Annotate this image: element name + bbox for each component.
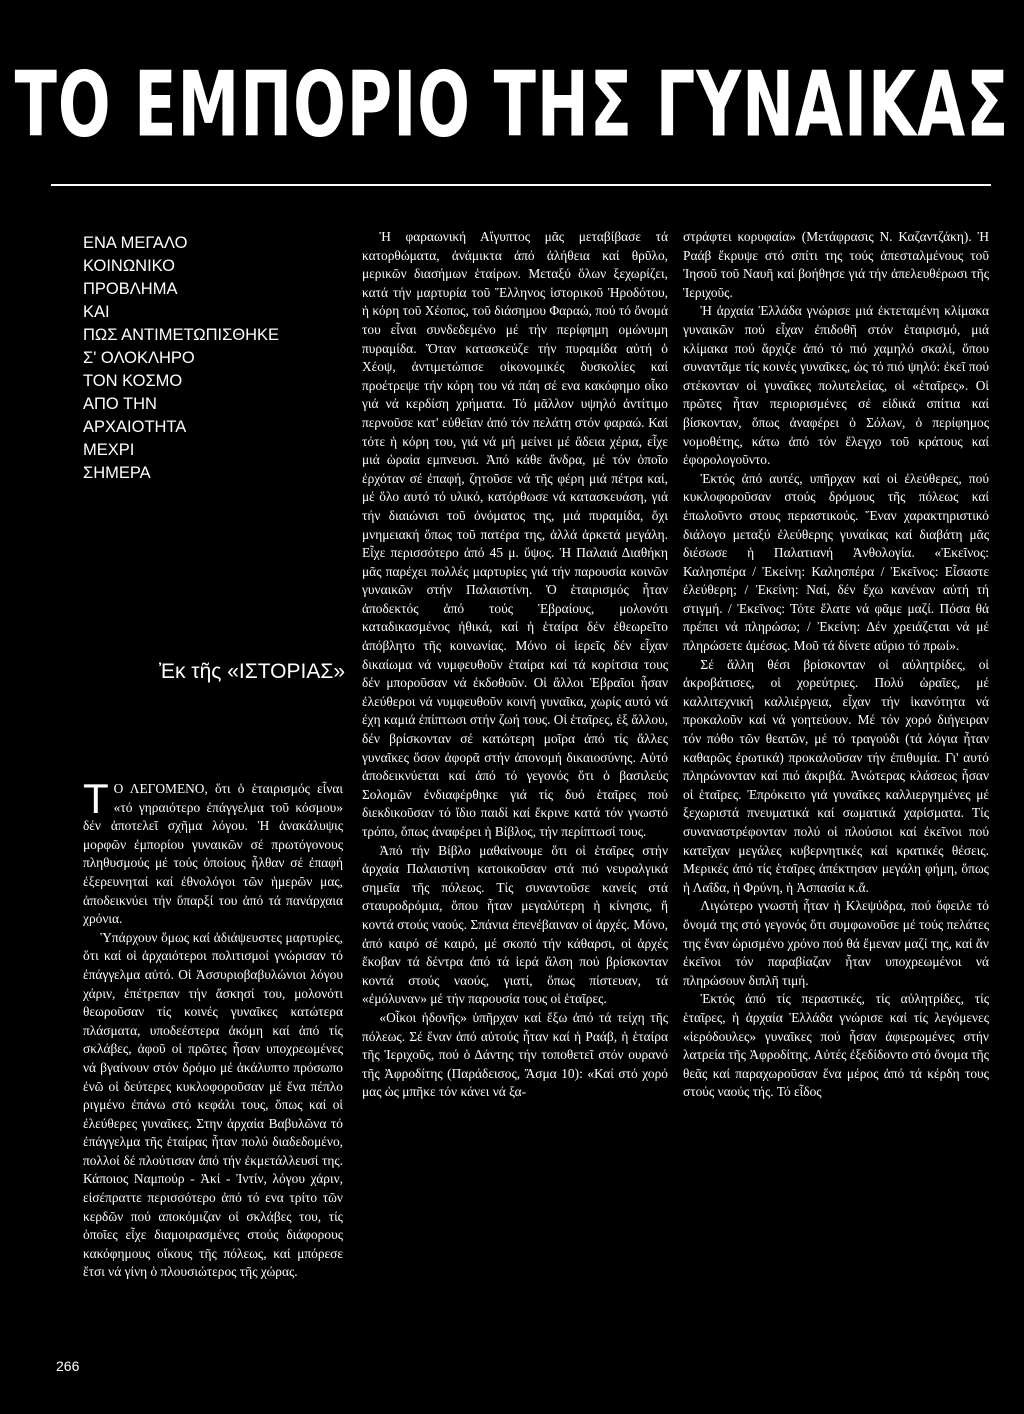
kicker-line: ΚΑΙ: [83, 303, 110, 321]
kicker-line: ΑΠΟ ΤΗΝ: [83, 395, 157, 413]
kicker-line: ΤΟΝ ΚΟΣΜΟ: [83, 372, 183, 390]
article-paragraph: Ἐκτός ἀπό τίς περαστικές, τίς αὐλητρίδες, τίς ἑταῖρες, ἡ ἀρχαία Ἑλλάδα γνώρισε καί τίς λεγόμενες «ἱερόδουλες» γυναῖκες πού ἦσαν ἀφιερωμένες στήν λατρεία τῆς Ἀφροδίτης. Αὐτές ἐξεδίδοντο στό ὄνομα τῆς θεᾶς καί παραχωροῦσαν ἕνα μέρος ἀπό τά κέρδη τους στούς ναούς τής. Τό εἶδος: [683, 991, 989, 1100]
article-paragraph: Λιγώτερο γνωστή ἦταν ἡ Κλεψύδρα, πού ὄφειλε τό ὄνομά της στό γεγονός ὅτι συμφωνοῦσε μέ τούς πελάτες της ἕναν ὡρισμένο χρόνο πού θά ἔμεναν μαζί της, καί ἄν ἐκεῖνοι τόν παραβίαζαν ἦταν υποχρεωμένοι νά πληρώσουν διπλῆ τιμή.: [683, 898, 989, 988]
article-paragraph: Ἡ φαραωνική Αἴγυπτος μᾶς μεταβίβασε τά κατορθώματα, ἀνάμικτα ἀπό ἀλήθεια καί θρῦλο, μερικῶν διασήμων ἑταίρων. Μεταξύ ὅλων ξεχωρίζει, κατά τήν μαρτυρία τοῦ Ἕλληνος ἱστορικοῦ Ἡροδότου, ἡ κόρη τοῦ Χέοπος, τοῦ διάσημου Φαραώ, πού τό ὄνομά του εἶναι συνδεδεμένο μέ τήν περίφημη ομώνυμη πυραμίδα. Ὅταν κατασκεύζε τήν πυραμίδα αὐτή ὁ Χέοψ, ἀντιμετώπισε οἰκονομικές δυσκολίες καί προέτρεψε τήν κόρη του νά πάη σέ ενα κακόφημο οἶκο γιά νά κερδίση χρήματα. Τό μᾶλλον υψηλό ἀντίτιμο περνοῦσε κατ' εὐθεῖαν ἀπό τόν πελάτη στόν φαραώ. Καί τότε ἡ κόρη του, γιά νά μή μείνει μέ ἄδεια χέρια, εἶχε μιά ὡραία εμπνευσι. Ἀπό κάθε ἄνδρα, μέ τόν ὁποῖο ἐρχόταν σέ ἐπαφή, ζητοῦσε νά τῆς φέρη μιά πέτρα καί, μέ ὅλο αυτό τό υλικό, κατόρθωσε νά κατασκευάση, γιά τήν διαιώνισι τοῦ ὀνόματος της, μιά πυραμίδα, ὄχι μνημειακή ὅπως τοῦ πατέρα της, ἀλλά ἀρκετά μεγάλη. Εἶχε περισσότερο ἀπό 45 μ. ὕψος. Ἡ Παλαιά Διαθήκη μᾶς παρέχει πολλές μαρτυρίες γιά τήν παρουσία κοινῶν γυναικῶν στήν Παλαιστίνη. Ὁ ἑταιρισμός ἦταν ἀποδεκτός ἀπό τούς Ἑβραίους, μολονότι καταδικασμένος ἠθικά, καί ἡ ἑταίρα δέν ἐθεωρεῖτο ἀπόβλητο τῆς κοινωνίας. Μόνο οἱ ἱερεῖς δέν εἶχαν δικαίωμα νά νυμφευθοῦν ἑταίρα καί τά κορίτσια τους δέν μποροῦσαν νά ἐκδοθοῦν. Οἱ ἄλλοι Ἑβραῖοι ἦσαν ἐλεύθεροι νά νυμφευθοῦν κοινή γυναῖκα, χωρίς αυτό νά έχη καμιά ἐπίπτωσι στήν ζωή τους. Οἱ ἑταῖρες, ἐξ ἄλλου, δέν βρίσκονταν σέ κατώτερη μοῖρα ἀπό τίς ἄλλες γυναῖκες ὅσον ἀφορᾶ στήν ἀπονομή δικαιοσύνης. Αὐτό ἀποδεικνύεται καί ἀπό τό γεγονός ὅτι ὁ βασιλεύς Σολομῶν ἐνδιαφέρθηκε γιά τίς δυό ἑταῖρες πού διεκδικοῦσαν τό ἴδιο παιδί καί ἔκρινε κατά τόν γνωστό τρόπο, ὅπως ἀναφέρει ἡ Βίβλος, τήν περίπτωσί τους.: [362, 229, 668, 839]
article-paragraph: «Οἶκοι ἡδονῆς» ὑπῆρχαν καί ἔξω ἀπό τά τείχη τῆς πόλεως. Σέ ἕναν ἀπό αὐτούς ἦταν καί ἡ Ραάβ, ἡ ἑταίρα τῆς Ἱεριχοῦς, πού ὁ Δάντης τήν τοποθετεῖ στόν ουρανό τῆς Ἀφροδίτης (Παράδεισος, Ἄσμα 10): «Καί στό χορό μας ὡς μπῆκε τόν κάνει νά ξα-: [362, 1009, 668, 1100]
article-column-2: [362, 228, 668, 1350]
article-paragraph: Ἀπό τήν Βίβλο μαθαίνουμε ὅτι οἱ ἑταῖρες στήν ἀρχαία Παλαιστίνη κατοικοῦσαν στά πιό νευραλγικά σημεῖα τῆς πόλεως. Τίς συναντοῦσε κανείς στά σταυροδρόμια, ὅπου ἦταν μεγαλύτερη ἡ κίνησις, ἤ κοντά στούς ναούς. Σπάνια ἐπενέβαιναν οἱ ἀρχές. Μόνο, ἀπό καιρό σέ καιρό, μέ σκοπό τήν κάθαρσι, οἱ ἀρχές ἔκοβαν τά δέντρα ἀπό τά ἱερά ἄλση πού βρίσκονταν κοντά στούς ναούς, γιατί, ὅπως πίστευαν, τά «ἐμόλυναν» μέ τήν παρουσία τους οἱ ἑταῖρες.: [362, 842, 668, 1007]
article-paragraph: [83, 775, 343, 929]
kicker: [83, 232, 283, 485]
kicker-line: ΠΩΣ ΑΝΤΙΜΕΤΩΠΙΣΘΗΚΕ: [83, 326, 280, 344]
kicker-line: ΕΝΑ ΜΕΓΑΛΟ: [83, 234, 188, 252]
article-paragraph: Ὑπάρχουν ὅμως καί ἀδιάψευστες μαρτυρίες, ὅτι καί οἱ ἀρχαιότεροι πολιτισμοί γνώρισαν τό ἐπάγγελμα αὐτό. Οἱ Ἀσσυριοβαβυλώνιοι λόγου χάριν, ἐπέτρεπαν τήν ἄσκησί του, μολονότι θεωροῦσαν τίς κοινές γυναῖκες κατώτερα πλάσματα, υποδεέστερα ἀκόμη καί ἀπό τίς σκλάβες, ἀφοῦ οἱ πρῶτες ἦσαν υποχρεωμένες νά βγαίνουν στόν δρόμο μέ ἀκάλυπτο πρόσωπο ἐνῶ οἱ δεύτερες κυκλοφοροῦσαν μέ ἕνα πέπλο ριγμένο ἐπάνω στό κεφάλι τους, ὅπως καί οἱ ἐλεύθερες γυναῖκες. Στην ἀρχαία Βαβυλῶνα τό ἐπάγγελμα τῆς ἑταίρας ἦταν πολύ διαδεδομένο, πολλοί δέ πλούτισαν ἀπό τήν ἐκμετάλλευσί της. Κάποιος Ναμπούρ - Ἀκί - Ἰντίν, λόγου χάριν, εἰσέπραττε περισσότερο ἀπό τό ενα τρίτο τῶν κερδῶν πού αποκόμιζαν οἱ σκλάβες του, τίς ὁποῖες εἶχε διαμοιρασμένες στούς διάφορους κακόφημους οἴκους τῆς πόλεως, καί μπόρεσε ἔτσι νά γίνη ὁ πλουσιώτερος τῆς χώρας.: [83, 929, 343, 1280]
drop-cap: Τ: [83, 775, 109, 822]
article-paragraph: Ἡ ἀρχαία Ἑλλάδα γνώρισε μιά ἐκτεταμένη κλίμακα γυναικῶν πού εἶχαν ἐπιδοθῆ στόν ἑταιρισμό, μιά κλίμακα πού ἄρχιζε ἀπό τό πιό χαμηλό σκαλί, ὅπου συναντᾶμε τίς κοινές γυναῖκες, ὡς τό πιό ψηλό: ἐκεῖ πού στέκονταν οἱ γυναῖκες πολυτελείας, οἱ «ἑταῖρες». Οἱ πρῶτες ἦταν περιορισμένες σέ εἰδικά σπίτια καί βίσκονταν, ὅπως ἀναφέρει ὁ Σόλων, ὁ περίφημος νομοθέτης, κάτω ἀπό τόν ἔλεγχο τοῦ κράτους καί ἐφορολογοῦντο.: [683, 303, 989, 468]
article-column-3: [683, 228, 989, 1350]
article-paragraph: Σέ ἄλλη θέσι βρίσκονταν οἱ αὐλητρίδες, οἱ ἀκροβάτισες, οἱ χορεύτριες. Πολύ ὡραῖες, μέ καλλιτεχνική καλλιέργεια, εἶχαν τήν ἱκανότητα νά προκαλοῦν καί νά γοητεύουν. Μέ τόν χορό διήγειραν τόν πόθο τῶν θεατῶν, μέ τό τραγούδι (τά λόγια ἦταν καθαρῶς ἐρωτικά) προκαλοῦσαν τήν ἐπιθυμία. Γι' αυτό πληρώνονταν καί πιό ἀκριβά. Ἀνώτερας κλάσεως ἦσαν οἱ ἑταῖρες. Ἐπρόκειτο γιά γυναῖκες καλλιεργημένες μέ ξεχωριστά πνευματικά καί σωματικά χαρίσματα. Τίς συναναστρέφονταν πολύ οἱ πλούσιοι καί ἐκεῖνοι πού κατεῖχαν μεγάλες κυβερνητικές καί κρατικές θέσεις. Μερικές ἀπό τίς ἑταῖρες ἀπέκτησαν μεγάλη φήμη, ὅπως ἡ Λαΐδα, ἡ Φρύνη, ἡ Ἀσπασία κ.ἄ.: [683, 656, 989, 895]
kicker-line: ΜΕΧΡΙ: [83, 441, 135, 459]
kicker-line: Σ' ΟΛΟΚΛΗΡΟ: [83, 349, 195, 367]
article-paragraph: στράφτει κορυφαία» (Μετάφρασις Ν. Καζαντζάκη). Ἡ Ραάβ ἔκρυψε στό σπίτι της τούς ἀπεσταλμένους τοῦ Ἰησοῦ τοῦ Ναυῆ καί βοήθησε γιά τήν ἀπελευθέρωσι τῆς Ἱεριχοῦς.: [683, 229, 989, 300]
paragraph-text: Ο ΛΕΓΟΜΕΝΟ, ὅτι ὁ ἑταιρισμός εἶναι «τό γηραιότερο ἐπάγγελμα τοῦ κόσμου» δέν ἀποτελεῖ σχῆμα λόγου. Ἡ ἀνακάλυψις μορφῶν ἐμπορίου γυναικῶν σέ πρωτόγονους πληθυσμούς μέ τούς ὁποίους ἦλθαν σέ ἐπαφή ἐξερευνηταί καί ἐθνολόγοι τῶν ἡμερῶν μας, ἀποδεικνύει τήν ὕπαρξί του ἀπό τά πανάρχαια χρόνια.: [83, 781, 343, 927]
page-number: 266: [56, 1358, 80, 1374]
article-paragraph: Ἐκτός ἀπό αυτές, υπῆρχαν καί οἱ ἐλεύθερες, πού κυκλοφοροῦσαν στούς δρόμους τῆς πόλεως καί ἐπωλοῦντο στους περαστικούς. Ἕναν χαρακτηριστικό διάλογο μεταξύ ἐλεύθερης γυναίκας καί διαβάτη μᾶς διέσωσε ἡ Παλατιανή Ἀνθολογία. «Ἐκεῖνος: Καλησπέρα / Ἐκείνη: Καλησπέρα / Ἐκεῖνος: Εἶσαστε ἐλεύθερη; / Ἐκείνη: Ναί, δέν ἔχω κανέναν αὐτή τή στιγμή. / Ἐκεῖνος: Τότε ἔλατε νά φᾶμε μαζί. Πόσα θά πρέπει νά πληρώσω; / Ἐκείνη: Δέν χρειάζεται νά μέ πληρώσετε ἀμέσως. Μοῦ τά δίνετε αὔριο τό πρωί».: [683, 470, 989, 654]
kicker-line: ΣΗΜΕΡΑ: [83, 464, 151, 482]
article-column-1: [83, 775, 343, 1340]
kicker-line: ΚΟΙΝΩΝΙΚΟ: [83, 257, 175, 275]
kicker-line: ΑΡΧΑΙΟΤΗΤΑ: [83, 418, 187, 436]
kicker-line: ΠΡΟΒΛΗΜΑ: [83, 280, 178, 298]
headline: ΤΟ ΕΜΠΟΡΙΟ ΤΗΣ ΓΥΝΑΙΚΑΣ: [14, 51, 1010, 158]
source-credit: Ἐκ τῆς «ΙΣΤΟΡΙΑΣ»: [158, 660, 345, 683]
headline-rule: [51, 184, 991, 186]
